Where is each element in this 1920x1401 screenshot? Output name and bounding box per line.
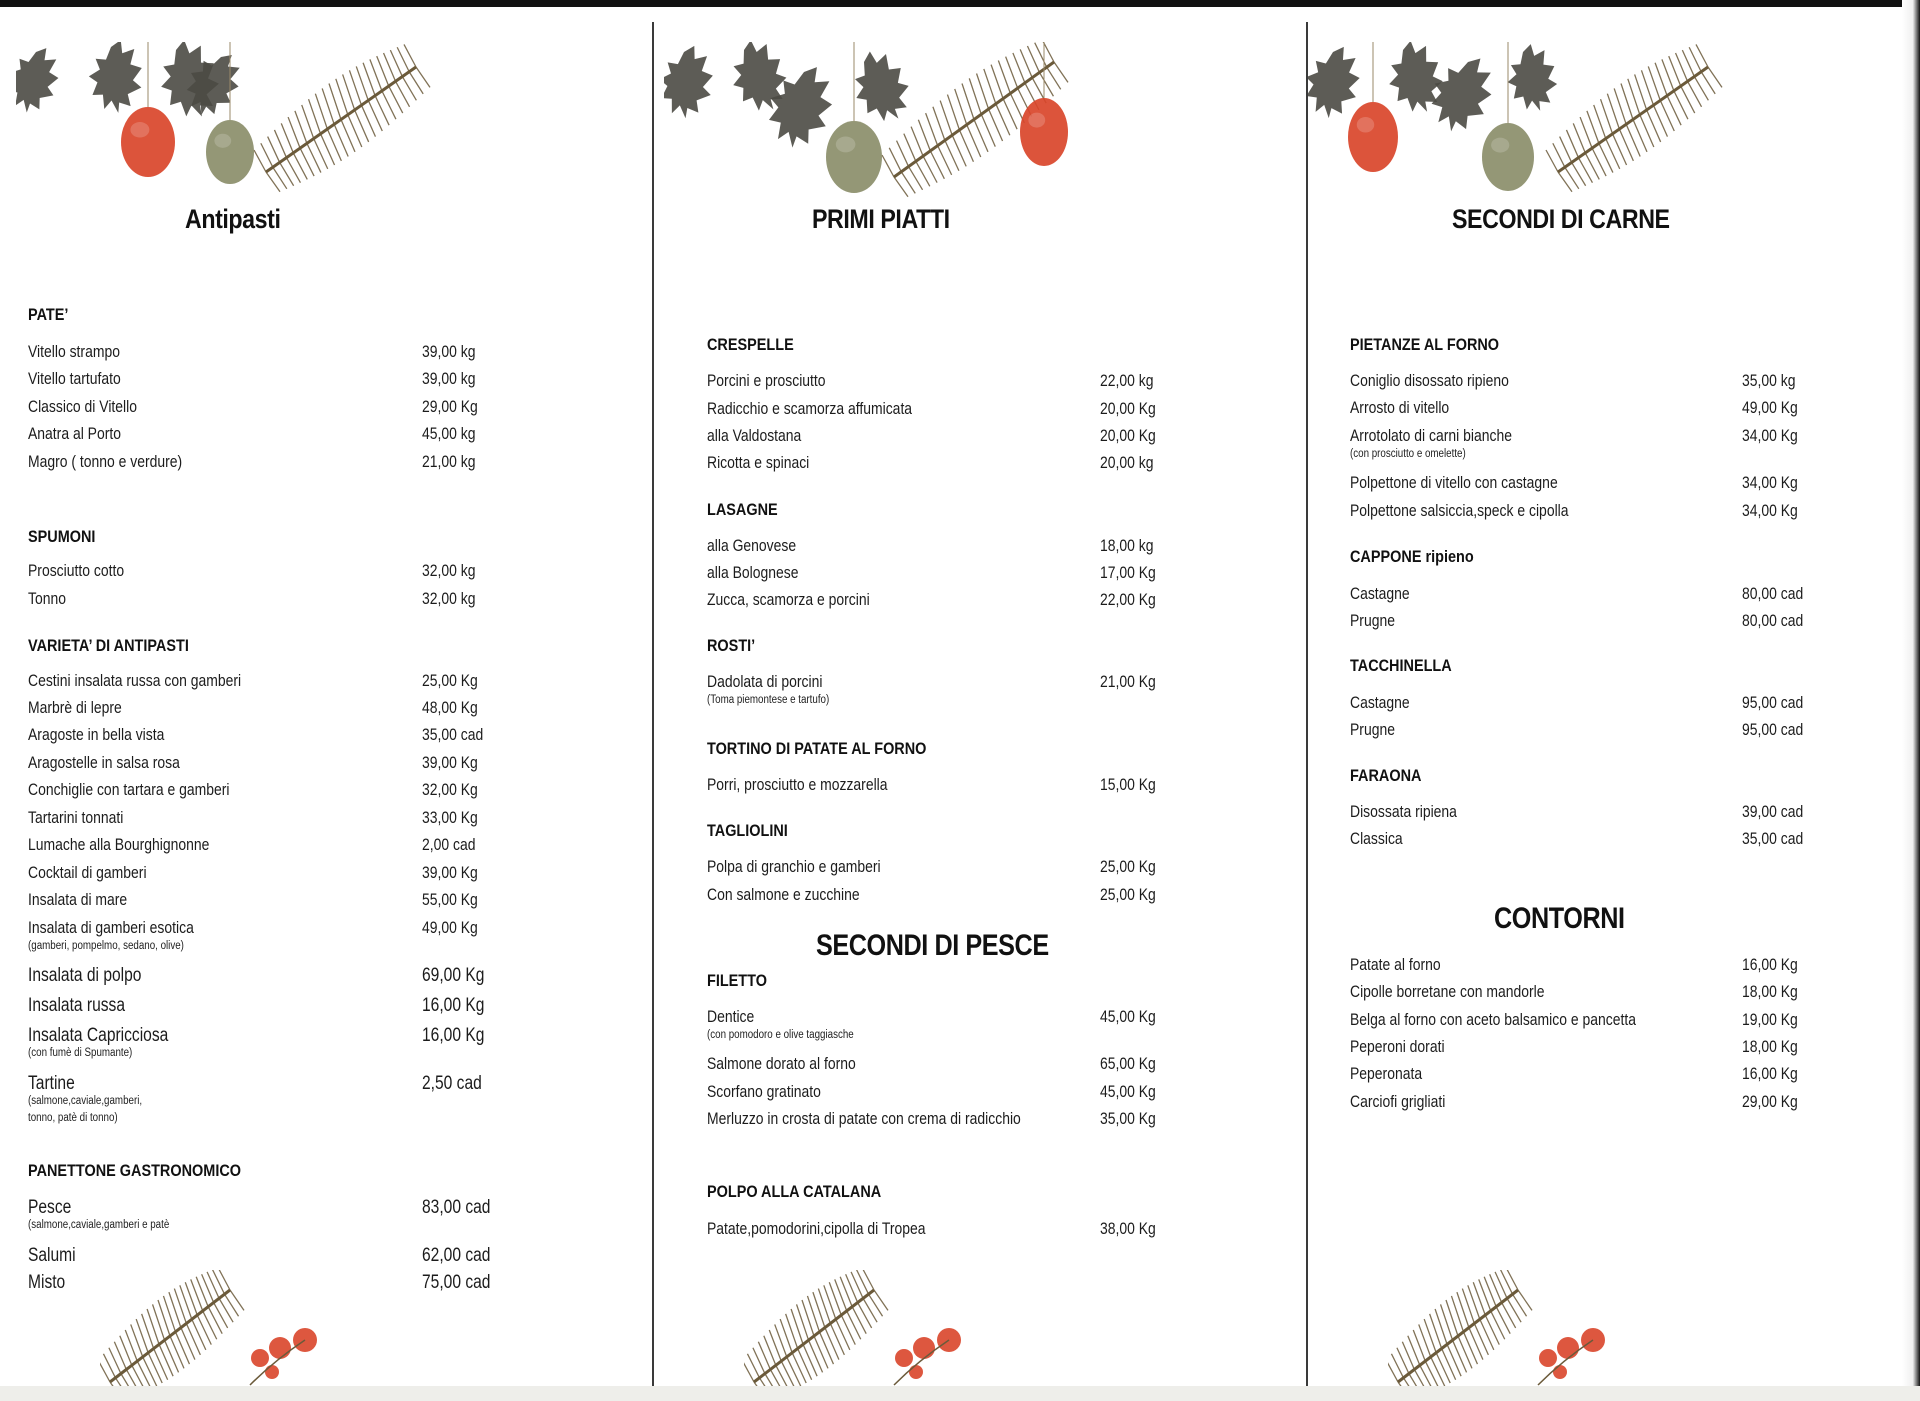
item-price: 25,00 Kg [1100,857,1156,876]
holly-leaf [1382,42,1447,117]
menu-item [654,672,1306,706]
item-price: 95,00 cad [1742,720,1804,739]
panel-title: Antipasti [185,204,281,234]
item-price: 16,00 Kg [1742,955,1798,974]
item-price: 49,00 Kg [1742,398,1798,417]
menu-item [654,399,1306,419]
item-price: 45,00 kg [422,424,476,443]
category-heading: PANETTONE GASTRONOMICO [28,1161,242,1180]
category-heading: SPUMONI [28,527,96,546]
menu-item [0,1073,652,1124]
menu-item [0,995,652,1015]
menu-item [0,965,652,985]
category-heading: FILETTO [707,971,767,990]
panel-title: SECONDI DI CARNE [1452,204,1670,234]
item-price: 35,00 Kg [1100,1109,1156,1128]
panel-title: PRIMI PIATTI [812,204,950,234]
menu-item [654,590,1306,610]
item-name: Pesce [28,1197,72,1218]
menu-item [1308,1064,1902,1084]
item-name: Aragostelle in salsa rosa [28,753,180,772]
item-price: 38,00 Kg [1100,1219,1156,1238]
holly-leaf [1504,42,1559,113]
item-note: (con pomodoro e olive taggiasche [707,1029,854,1041]
item-name: Ricotta e spinaci [707,453,810,472]
item-price: 34,00 Kg [1742,426,1798,445]
item-price: 17,00 Kg [1100,563,1156,582]
item-name: Vitello strampo [28,342,120,361]
item-name: Polpettone salsiccia,speck e cipolla [1350,501,1569,520]
item-price: 18,00 Kg [1742,1037,1798,1056]
item-price: 95,00 cad [1742,693,1804,712]
item-name: Castagne [1350,693,1410,712]
item-price: 55,00 Kg [422,890,478,909]
item-name: Arrosto di vitello [1350,398,1450,417]
menu-panel-secondi-di-carne [1308,0,1902,1386]
item-price: 49,00 Kg [422,918,478,937]
item-name: Prosciutto cotto [28,561,125,580]
item-name: Conchiglie con tartara e gamberi [28,780,230,799]
menu-item [654,1109,1306,1129]
item-price: 16,00 Kg [422,995,485,1016]
olive-ornament [1482,123,1534,191]
category-heading: CAPPONE ripieno [1350,547,1474,566]
item-price: 22,00 Kg [1100,590,1156,609]
holly-leaf [16,42,68,119]
item-name: Castagne [1350,584,1410,603]
christmas-decoration-top [16,42,446,202]
menu-item [0,725,652,745]
menu-item [0,1025,652,1059]
menu-item [0,1245,652,1265]
category-heading: TORTINO DI PATATE AL FORNO [707,739,927,758]
category-heading: PATE’ [28,305,69,324]
category-heading: CRESPELLE [707,335,794,354]
item-name: Anatra al Porto [28,424,121,443]
item-price: 25,00 Kg [1100,885,1156,904]
item-name: Prugne [1350,720,1395,739]
menu-item [654,371,1306,391]
red-berry [265,1365,279,1379]
item-name: Classica [1350,829,1403,848]
item-price: 32,00 Kg [422,780,478,799]
item-price: 20,00 Kg [1100,426,1156,445]
red-berry [1539,1349,1557,1367]
item-name: Belga al forno con aceto balsamico e pancetta [1350,1010,1636,1029]
red-berry [1557,1337,1579,1359]
item-price: 16,00 Kg [1742,1064,1798,1083]
item-name: Polpettone di vitello con castagne [1350,473,1558,492]
item-price: 18,00 kg [1100,536,1154,555]
item-name: Scorfano gratinato [707,1082,821,1101]
menu-item [1308,584,1902,604]
red-ornament [1020,98,1068,166]
red-ornament [1348,102,1398,172]
menu-item [0,561,652,581]
item-name: Tonno [28,589,66,608]
item-price: 35,00 cad [422,725,484,744]
menu-item [1308,473,1902,493]
menu-item [1308,426,1902,460]
item-name: Insalata di polpo [28,965,142,986]
item-price: 16,00 Kg [422,1025,485,1046]
menu-item [0,452,652,472]
item-price: 20,00 kg [1100,453,1154,472]
menu-item [1308,955,1902,975]
berry-decoration-bottom [744,1270,1004,1386]
olive-ornament [826,121,882,193]
item-name: alla Genovese [707,536,797,555]
item-price: 75,00 cad [422,1272,491,1293]
item-price: 45,00 Kg [1100,1007,1156,1026]
menu-panel-primi-piatti [654,0,1306,1386]
item-name: Insalata di mare [28,890,128,909]
item-name: Prugne [1350,611,1395,630]
menu-item [654,426,1306,446]
item-price: 2,50 cad [422,1073,482,1094]
item-price: 22,00 kg [1100,371,1154,390]
item-note: (salmone,caviale,gamberi, [28,1095,143,1107]
item-name: Salmone dorato al forno [707,1054,856,1073]
item-price: 18,00 Kg [1742,982,1798,1001]
item-price: 65,00 Kg [1100,1054,1156,1073]
item-name: Porri, prosciutto e mozzarella [707,775,888,794]
item-price: 39,00 Kg [422,753,478,772]
red-berry [251,1349,269,1367]
menu-item [1308,693,1902,713]
scan-right-edge [1902,0,1920,1401]
menu-item [654,1082,1306,1102]
menu-item [0,1197,652,1231]
item-note: (con prosciutto e omelette) [1350,448,1466,460]
item-price: 32,00 kg [422,589,476,608]
red-ornament [121,107,175,177]
menu-item [0,342,652,362]
menu-item [1308,802,1902,822]
menu-item [1308,371,1902,391]
item-name: Vitello tartufato [28,369,121,388]
menu-item [0,835,652,855]
category-heading: POLPO ALLA CATALANA [707,1182,882,1201]
item-price: 69,00 Kg [422,965,485,986]
menu-item [654,857,1306,877]
menu-panel-antipasti [0,0,652,1386]
item-price: 33,00 Kg [422,808,478,827]
holly-leaf [86,42,145,115]
category-heading: VARIETA’ DI ANTIPASTI [28,636,189,655]
menu-item [1308,1092,1902,1112]
item-name: Aragoste in bella vista [28,725,165,744]
item-price: 83,00 cad [422,1197,491,1218]
menu-item [1308,1037,1902,1057]
christmas-decoration-top [664,42,1094,202]
item-price: 35,00 kg [1742,371,1796,390]
item-name: Magro ( tonno e verdure) [28,452,183,471]
menu-item [0,890,652,910]
item-price: 62,00 cad [422,1245,491,1266]
item-name: Patate,pomodorini,cipolla di Tropea [707,1219,926,1238]
christmas-decoration-top [1308,42,1738,202]
item-name: Cipolle borretane con mandorle [1350,982,1545,1001]
item-price: 21,00 kg [422,452,476,471]
item-price: 20,00 Kg [1100,399,1156,418]
menu-item [654,1007,1306,1041]
item-name: alla Bolognese [707,563,799,582]
item-price: 39,00 cad [1742,802,1804,821]
item-note: (con fumè di Spumante) [28,1047,133,1059]
menu-item [654,775,1306,795]
red-berry [913,1337,935,1359]
item-price: 34,00 Kg [1742,501,1798,520]
berry-decoration-bottom [100,1270,360,1386]
item-name: Disossata ripiena [1350,802,1457,821]
menu-item [654,1054,1306,1074]
item-name: Patate al forno [1350,955,1441,974]
item-name: Marbrè di lepre [28,698,122,717]
category-heading: ROSTI’ [707,636,756,655]
item-price: 2,00 cad [422,835,476,854]
item-note: (gamberi, pompelmo, sedano, olive) [28,940,184,952]
menu-item [0,918,652,952]
item-price: 21,00 Kg [1100,672,1156,691]
item-price: 15,00 Kg [1100,775,1156,794]
berry-decoration-bottom [1388,1270,1648,1386]
scan-bottom-edge [0,1386,1920,1401]
section-title-contorni: CONTORNI [1494,902,1625,935]
item-price: 80,00 cad [1742,611,1804,630]
menu-item [1308,720,1902,740]
item-price: 45,00 Kg [1100,1082,1156,1101]
item-name: alla Valdostana [707,426,802,445]
item-name: Cestini insalata russa con gamberi [28,671,242,690]
item-name: Lumache alla Bourghignonne [28,835,210,854]
item-name: Classico di Vitello [28,397,137,416]
menu-item [1308,501,1902,521]
menu-item [0,369,652,389]
item-name: Con salmone e zucchine [707,885,860,904]
category-heading: TAGLIOLINI [707,821,788,840]
item-name: Zucca, scamorza e porcini [707,590,870,609]
item-price: 80,00 cad [1742,584,1804,603]
menu-item [0,698,652,718]
item-name: Arrotolato di carni bianche [1350,426,1512,445]
menu-item [0,671,652,691]
menu-item [1308,398,1902,418]
category-heading: FARAONA [1350,766,1422,785]
category-heading: LASAGNE [707,500,778,519]
menu-item [1308,611,1902,631]
item-price: 39,00 kg [422,342,476,361]
menu-item [1308,1010,1902,1030]
red-berry [269,1337,291,1359]
item-price: 32,00 kg [422,561,476,580]
item-price: 29,00 Kg [422,397,478,416]
section-title-secondi-di-pesce: SECONDI DI PESCE [816,929,1049,962]
menu-item [0,424,652,444]
item-name: Polpa di granchio e gamberi [707,857,881,876]
category-heading: TACCHINELLA [1350,656,1452,675]
menu-item [654,563,1306,583]
item-name: Cocktail di gamberi [28,863,147,882]
item-name: Insalata russa [28,995,126,1016]
item-name: Tartine [28,1073,75,1094]
item-name: Misto [28,1272,66,1293]
item-name: Carciofi grigliati [1350,1092,1446,1111]
olive-ornament [206,120,254,184]
item-price: 35,00 cad [1742,829,1804,848]
red-berry [895,1349,913,1367]
item-price: 29,00 Kg [1742,1092,1798,1111]
item-price: 25,00 Kg [422,671,478,690]
item-name: Peperonata [1350,1064,1423,1083]
menu-item [654,1219,1306,1239]
menu-item [0,589,652,609]
menu-item [654,885,1306,905]
item-price: 19,00 Kg [1742,1010,1798,1029]
menu-item [654,453,1306,473]
menu-item [0,753,652,773]
item-price: 39,00 kg [422,369,476,388]
item-price: 34,00 Kg [1742,473,1798,492]
item-name: Salumi [28,1245,76,1266]
menu-item [0,780,652,800]
item-name: Insalata Capricciosa [28,1025,169,1046]
item-name: Dadolata di porcini [707,672,823,691]
item-name: Radicchio e scamorza affumicata [707,399,913,418]
menu-item [654,536,1306,556]
menu-item [0,863,652,883]
menu-item [1308,829,1902,849]
item-name: Insalata di gamberi esotica [28,918,194,937]
red-berry [1553,1365,1567,1379]
item-name: Tartarini tonnati [28,808,124,827]
item-price: 39,00 Kg [422,863,478,882]
menu-item [0,808,652,828]
category-heading: PIETANZE AL FORNO [1350,335,1500,354]
item-name: Porcini e prosciutto [707,371,826,390]
item-note: (salmone,caviale,gamberi e patè [28,1219,170,1231]
item-name: Coniglio disossato ripieno [1350,371,1509,390]
item-note: (Toma piemontese e tartufo) [707,694,830,706]
item-name: Dentice [707,1007,755,1026]
item-price: 48,00 Kg [422,698,478,717]
menu-item [1308,982,1902,1002]
item-name: Peperoni dorati [1350,1037,1445,1056]
holly-leaf [664,42,719,122]
item-name: Merluzzo in crosta di patate con crema di radicchio [707,1109,1021,1128]
menu-item [0,397,652,417]
item-note: tonno, patè di tonno) [28,1112,118,1124]
red-berry [909,1365,923,1379]
